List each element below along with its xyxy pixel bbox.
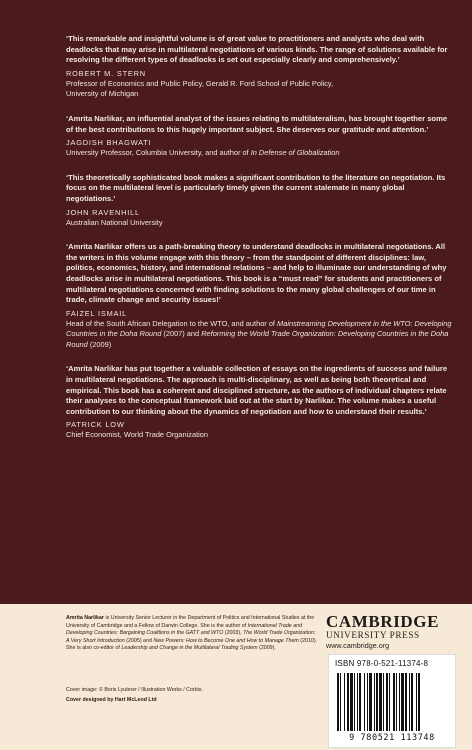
book-title: Mainstreaming Development in the WTO: Developing Countries in the Doha Round: [66, 318, 452, 339]
barcode-bar: [374, 673, 375, 731]
review-author: JOHN RAVENHILL: [66, 207, 140, 217]
barcode-bar: [383, 673, 384, 731]
book-title: Reforming the World Trade Organization: Developing Countries in the Doha Round: [66, 329, 449, 349]
barcode-bar: [393, 673, 395, 731]
review-ismail: [66, 242, 452, 350]
review-author: PATRICK LOW: [66, 420, 125, 430]
review-quote: ‘Amrita Narlikar, an influential analyst of the issues relating to multilateralism, has brought together some of the best contributions to this hugely important subject. She deserves our gratitude and attention.’: [66, 113, 448, 134]
book-title: In Defense of Globalization: [250, 148, 340, 158]
review-affiliation: Professor of Economics and Public Policy, Gerald R. Ford School of Public Policy,: [66, 78, 334, 88]
review-quote: ‘This remarkable and insightful volume is of great value to practitioners and analysts who deal with deadlocks that may arise in multilateral negotiations of various kinds. The range of solutions available for resolving the different types of deadlocks is set out especially clearly and comprehensively.’: [66, 34, 448, 65]
back-cover-info-panel: [0, 604, 472, 750]
book-title: International Trade and Developing Countries: Bargaining Coalitions in the GATT and WTO: [66, 622, 303, 637]
publisher-logo: [326, 613, 456, 651]
affiliation-text: (2007) and: [161, 329, 202, 339]
affiliation-text: Head of the South African Delegation to the WTO, and author of: [66, 318, 278, 328]
barcode-bar: [379, 673, 382, 731]
isbn-barcode-box: [328, 654, 456, 748]
barcode-bar: [367, 673, 368, 731]
bio-text: is University Senior Lecturer in the Department of Politics and International Studies at the University of Cambridge and a Fellow of Darwin College. She is the author of: [66, 615, 315, 629]
barcode-bar: [401, 673, 404, 731]
bio-text: (2005) and: [124, 637, 154, 644]
barcode-bar: [344, 673, 345, 731]
barcode-bar: [340, 673, 341, 731]
barcode-bar: [337, 673, 339, 731]
bio-text: (2009).: [257, 645, 276, 652]
barcode-bar: [357, 673, 358, 731]
cover-designer-credit: Cover designed by Hart McLeod Ltd: [66, 697, 157, 703]
barcode-icon: [337, 673, 447, 731]
barcode-bar: [418, 673, 420, 731]
barcode-bar: [354, 673, 355, 731]
barcode-bar: [350, 673, 353, 731]
review-affiliation: [66, 319, 452, 351]
review-affiliation: University of Michigan: [66, 89, 139, 99]
barcode-bar: [405, 673, 407, 731]
book-title: The World Trade Organization: A Very Short Introduction: [66, 630, 316, 644]
review-ravenhill: [66, 173, 452, 228]
review-affiliation: Chief Economist, World Trade Organization: [66, 430, 208, 440]
barcode-bar: [409, 673, 410, 731]
cover-image-credit: Cover image: © Boris Lyubner / Illustration Works / Corbis.: [66, 687, 203, 693]
bio-text: (2010). She is also co-editor of: [66, 637, 318, 652]
isbn-label: ISBN 978-0-521-11374-8: [335, 659, 429, 668]
review-bhagwati: [66, 114, 452, 159]
review-quote: ‘This theoretically sophisticated book makes a significant contribution to the literature on negotiation. Its focus on the multilateral level is particularly timely given the current stalemate in many global negotiations.’: [66, 172, 446, 203]
publisher-name: CAMBRIDGE: [326, 612, 440, 631]
bio-text: (2003),: [223, 630, 244, 637]
barcode-bar: [347, 673, 349, 731]
author-name: Amrita Narlikar: [66, 615, 104, 621]
affiliation-text: (2009): [87, 339, 112, 349]
barcode-bar: [399, 673, 400, 731]
barcode-bar: [411, 673, 413, 731]
review-quote: ‘Amrita Narlikar offers us a path-breaking theory to understand deadlocks in multilateral negotiations. All the writers in this volume engage with this theory – from the standpoint of different disciplines: law, politics, economics, history, and international relations – and help to illuminate our understanding of why deadlocks arise in multilateral negotiations. This book is a “must read” for students and practitioners of multilateral negotiations concerned with finding solutions to the many global challenges of our time in trade, climate change and security issues!’: [66, 242, 447, 305]
review-author: JAGDISH BHAGWATI: [66, 138, 152, 148]
review-affiliation: [66, 148, 452, 159]
book-title: New Powers: How to Become One and How to Manage Them: [153, 637, 299, 644]
barcode-bar: [416, 673, 417, 731]
author-bio: [66, 615, 318, 653]
review-author: FAIZEL ISMAIL: [66, 308, 128, 318]
affiliation-text: University Professor, Columbia University, and author of: [66, 148, 251, 158]
publisher-subname: UNIVERSITY PRESS: [326, 630, 420, 640]
review-quote: ‘Amrita Narlikar has put together a valuable collection of essays on the ingredients of success and failure in multilateral negotiations. The approach is multi-disciplinary, as well as being both theoretical and empirical. This book has a coherent and disciplined structure, as the authors of individual chapters relate their analyses to the conceptual framework laid out at the start by Narlikar. The volume makes a useful contribution to our thinking about the dynamics of negotiation and how to understand their results.’: [66, 364, 448, 416]
review-low: [66, 364, 452, 441]
barcode-bar: [386, 673, 388, 731]
barcode-bar: [369, 673, 372, 731]
barcode-bar: [364, 673, 365, 731]
review-stern: [66, 34, 452, 100]
review-affiliation: Australian National University: [66, 217, 163, 227]
barcode-bar: [396, 673, 397, 731]
reviews-list: [66, 34, 452, 455]
barcode-number: 9 780521 113748: [349, 733, 435, 743]
publisher-url: www.cambridge.org: [326, 641, 390, 650]
barcode-bar: [359, 673, 361, 731]
review-author: ROBERT M. STERN: [66, 68, 146, 78]
barcode-bar: [376, 673, 378, 731]
book-title: Leadership and Change in the Multilateral Trading System: [121, 645, 258, 652]
barcode-bar: [389, 673, 390, 731]
